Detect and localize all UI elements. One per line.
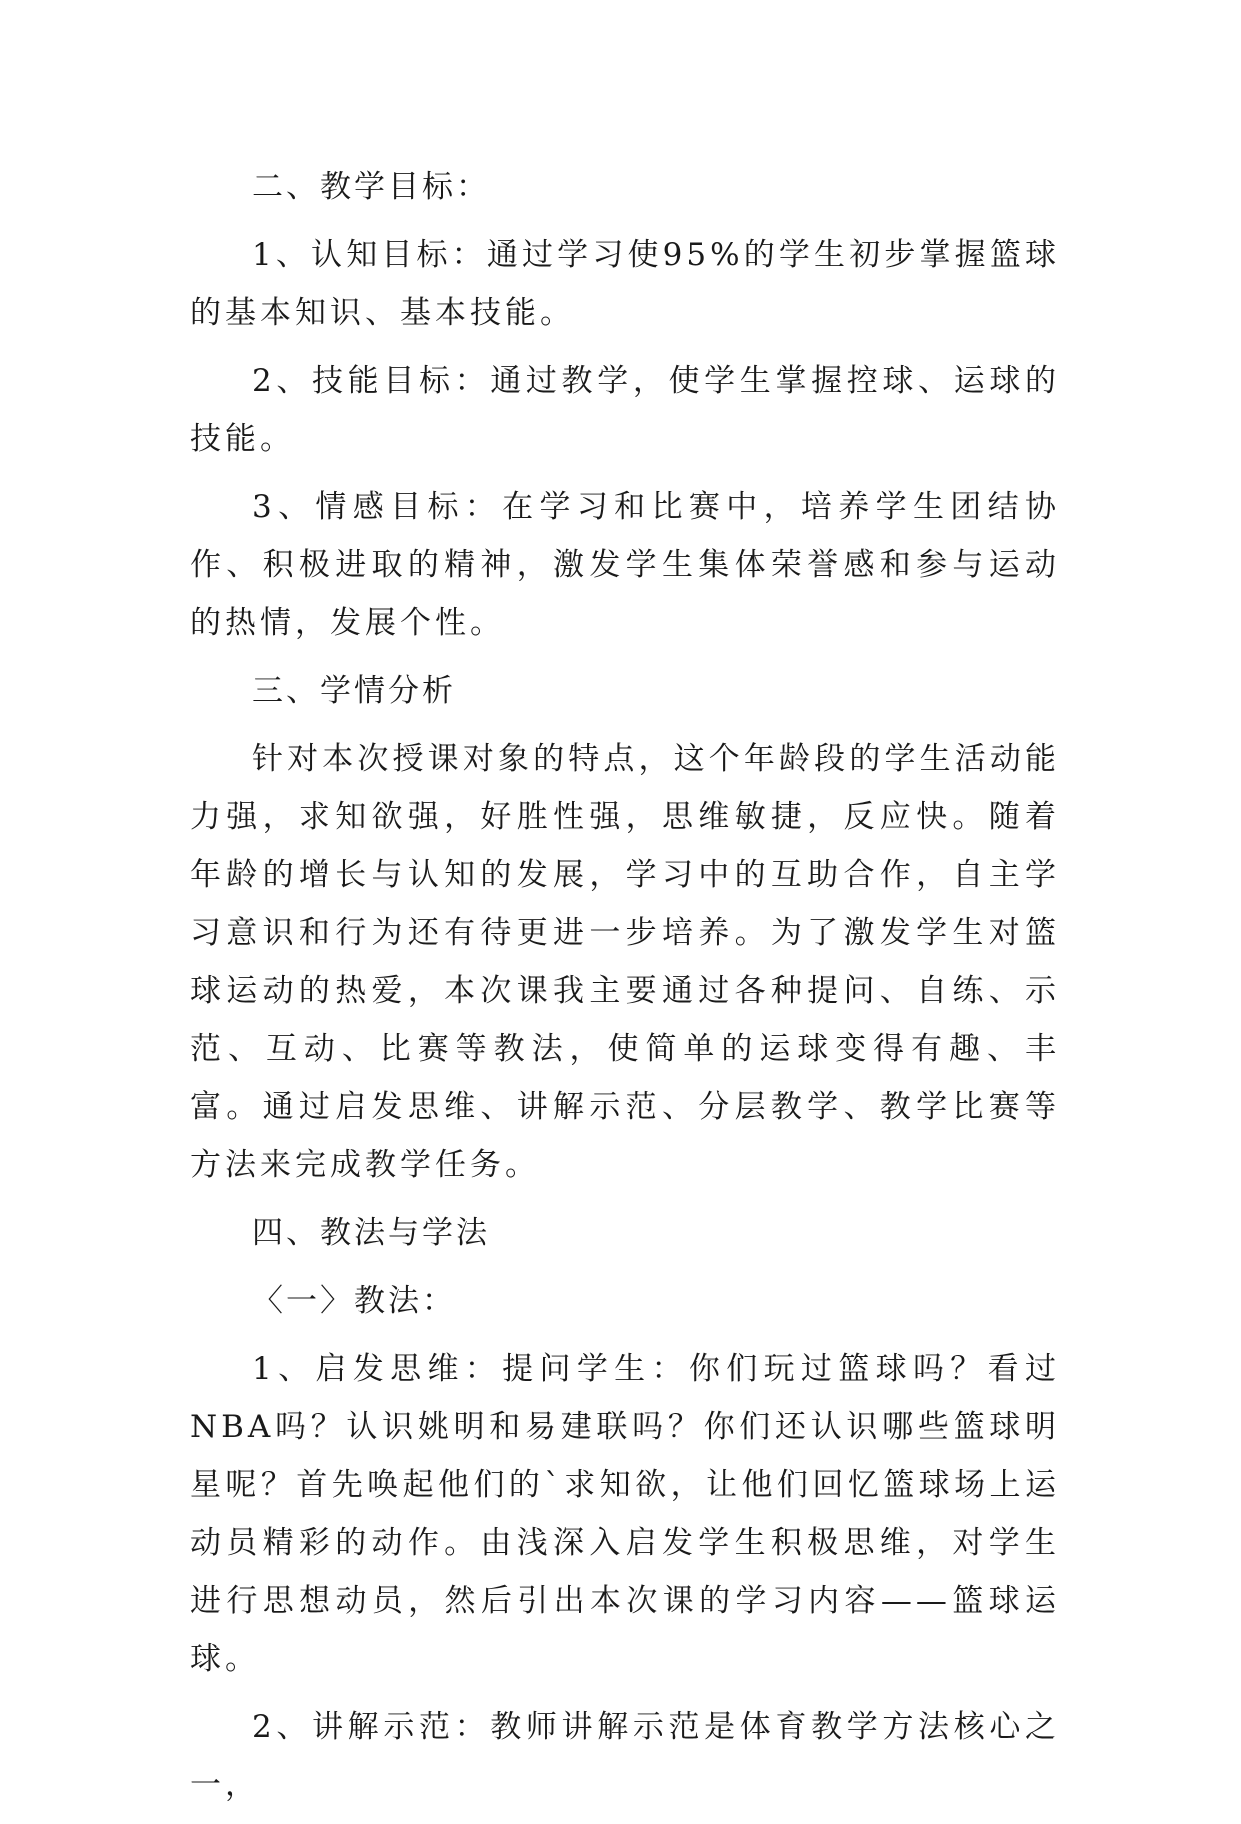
section-heading-learner-analysis: 三、学情分析 <box>252 673 456 709</box>
document-body <box>190 158 1060 1824</box>
section-heading-methods: 四、教法与学法 <box>252 1215 490 1251</box>
paragraph-skill-goal: 2、技能目标：通过教学，使学生掌握控球、运球的技能。 <box>190 363 1060 457</box>
subheading-teaching-methods: 〈一〉教法： <box>252 1283 456 1319</box>
paragraph-cognitive-goal: 1、认知目标：通过学习使95%的学生初步掌握篮球的基本知识、基本技能。 <box>190 237 1060 331</box>
paragraph-inspire-thinking: 1、启发思维：提问学生：你们玩过篮球吗？看过NBA吗？认识姚明和易建联吗？你们还认识哪些篮球明星呢？首先唤起他们的`求知欲，让他们回忆篮球场上运动员精彩的动作。由浅深入启发学生积极思维，对学生进行思想动员，然后引出本次课的学习内容——篮球运球。 <box>190 1351 1060 1677</box>
paragraph-emotional-goal: 3、情感目标：在学习和比赛中，培养学生团结协作、积极进取的精神，激发学生集体荣誉感和参与运动的热情，发展个性。 <box>190 489 1060 641</box>
paragraph-learner-analysis: 针对本次授课对象的特点，这个年龄段的学生活动能力强，求知欲强，好胜性强，思维敏捷，反应快。随着年龄的增长与认知的发展，学习中的互助合作，自主学习意识和行为还有待更进一步培养。为了激发学生对篮球运动的热爱，本次课我主要通过各种提问、自练、示范、互动、比赛等教法，使简单的运球变得有趣、丰富。通过启发思维、讲解示范、分层教学、教学比赛等方法来完成教学任务。 <box>190 741 1060 1183</box>
paragraph-explain-demonstrate: 2、讲解示范：教师讲解示范是体育教学方法核心之一， <box>190 1709 1060 1803</box>
section-heading-teaching-goals: 二、教学目标： <box>252 169 490 205</box>
